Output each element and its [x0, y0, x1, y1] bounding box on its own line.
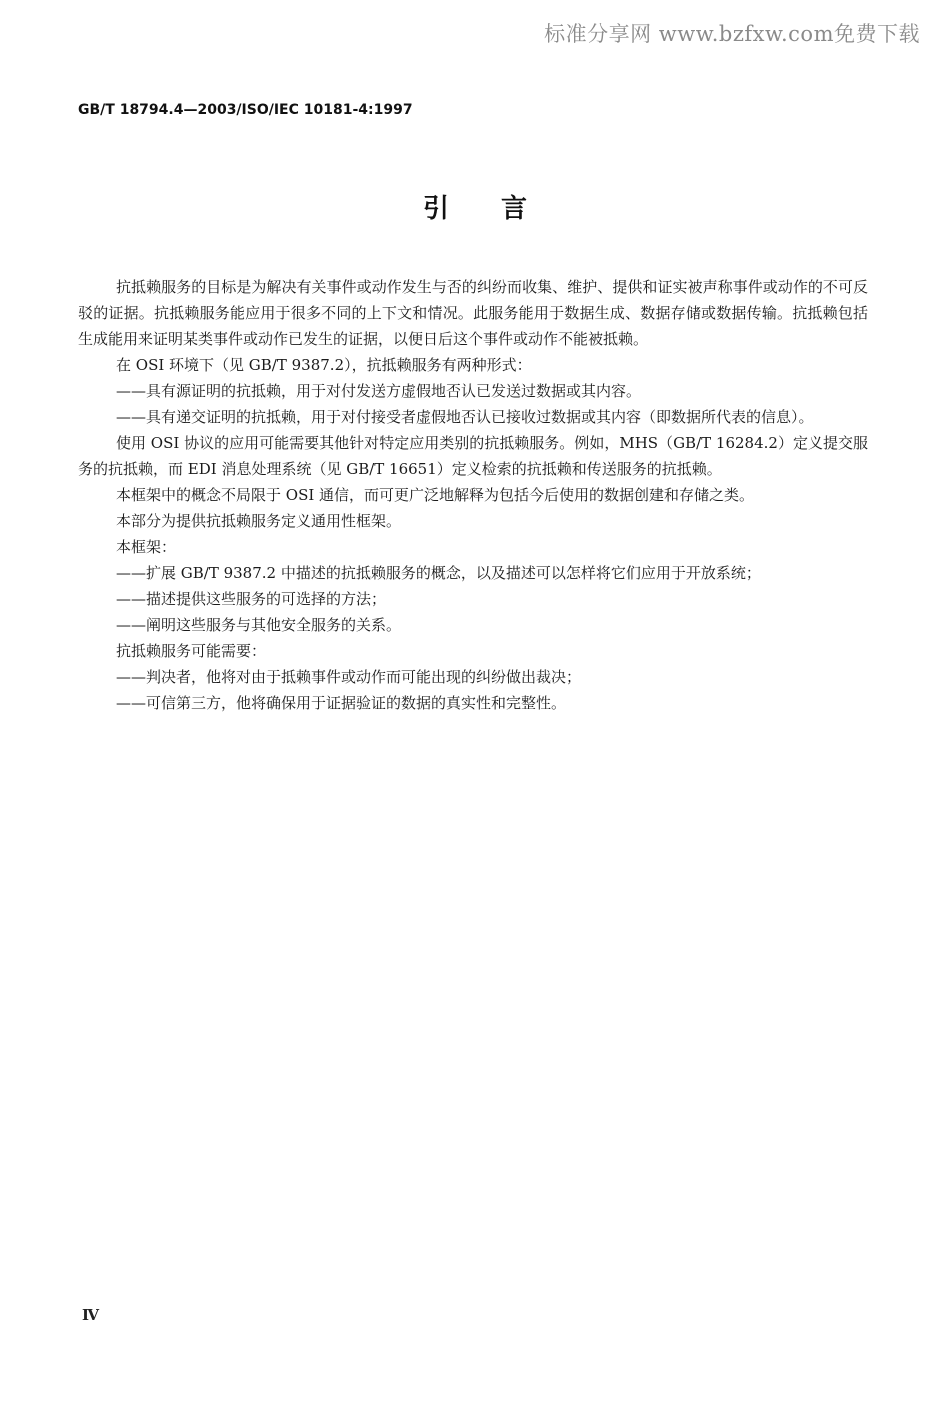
paragraph-requirements-intro: 抗抵赖服务可能需要：: [116, 642, 267, 660]
list-item-trusted-third-party: ——可信第三方，他将确保用于证据验证的数据的真实性和完整性。: [116, 694, 567, 712]
page-number: Ⅳ: [82, 1306, 100, 1324]
list-item-extends-concept: ——扩展 GB/T 9387.2 中描述的抗抵赖服务的概念，以及描述可以怎样将它们应用于开放系统；: [116, 564, 761, 582]
watermark-text: 标准分享网 www.bzfxw.com免费下载: [544, 22, 920, 46]
body-text: [78, 274, 868, 716]
list-item-clarifies-relations: ——阐明这些服务与其他安全服务的关系。: [116, 616, 402, 634]
standard-number-header: GB/T 18794.4—2003/ISO/IEC 10181-4:1997: [78, 102, 413, 118]
paragraph-scope: 本框架中的概念不局限于 OSI 通信，而可更广泛地解释为包括今后使用的数据创建和存储之类。: [116, 486, 755, 504]
section-title: 引言: [422, 194, 579, 224]
list-item-describes-methods: ——描述提供这些服务的可选择的方法；: [116, 590, 387, 608]
paragraph-framework-intro: 本框架：: [116, 538, 177, 556]
paragraph-osi-forms: 在 OSI 环境下（见 GB/T 9387.2），抗抵赖服务有两种形式：: [116, 356, 532, 374]
list-item-delivery-proof: ——具有递交证明的抗抵赖，用于对付接受者虚假地否认已接收过数据或其内容（即数据所代表的信息）。: [116, 408, 814, 426]
paragraph-framework-purpose: 本部分为提供抗抵赖服务定义通用性框架。: [116, 512, 402, 530]
list-item-adjudicator: ——判决者，他将对由于抵赖事件或动作而可能出现的纠纷做出裁决；: [116, 668, 582, 686]
list-item-origin-proof: ——具有源证明的抗抵赖，用于对付发送方虚假地否认已发送过数据或其内容。: [116, 382, 642, 400]
paragraph-purpose: 抗抵赖服务的目标是为解决有关事件或动作发生与否的纠纷而收集、维护、提供和证实被声称事件或动作的不可反驳的证据。抗抵赖服务能应用于很多不同的上下文和情况。此服务能用于数据生成、数据存储或数据传输。抗抵赖包括生成能用来证明某类事件或动作已发生的证据，以便日后这个事件或动作不能被抵赖。: [78, 278, 868, 348]
paragraph-osi-applications: 使用 OSI 协议的应用可能需要其他针对特定应用类别的抗抵赖服务。例如，MHS（GB/T 16284.2）定义提交服务的抗抵赖，而 EDI 消息处理系统（见 GB/T 16651）定义检索的抗抵赖和传送服务的抗抵赖。: [78, 434, 868, 478]
